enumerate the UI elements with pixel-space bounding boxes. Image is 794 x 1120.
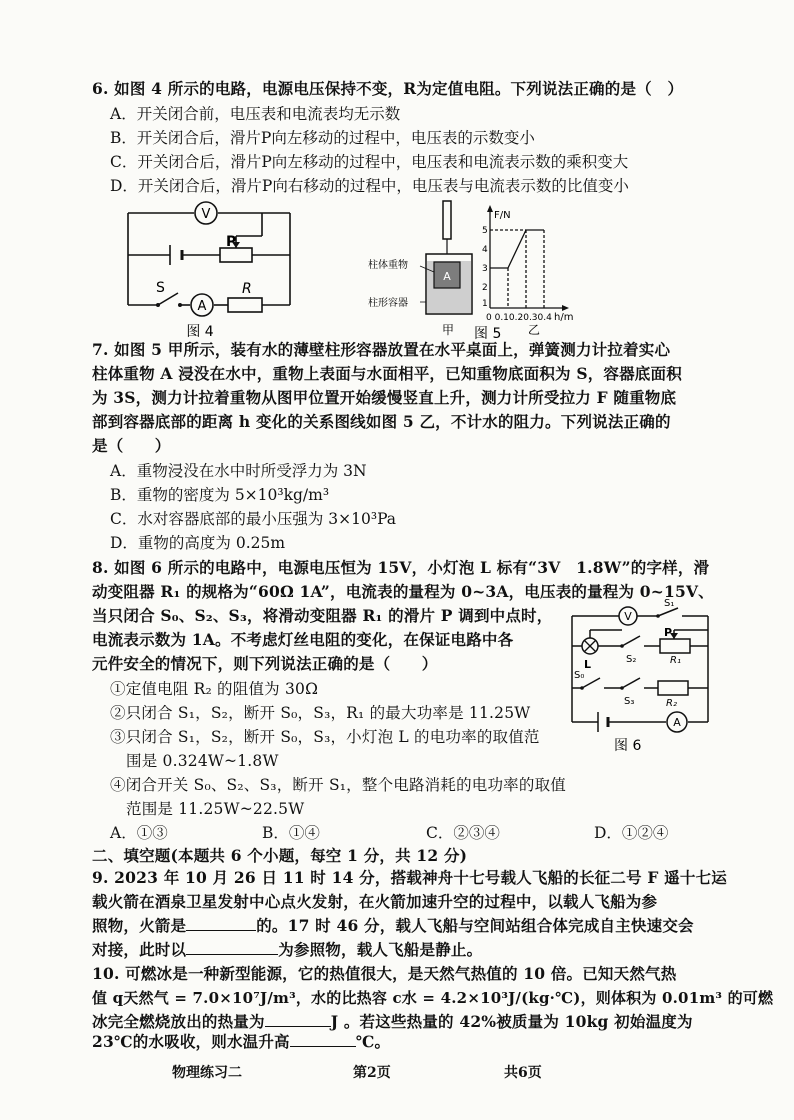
fig6-s1-label: S₁ xyxy=(664,598,675,609)
fig6-s0-label: S₀ xyxy=(574,670,585,681)
fig6-r1-label: R₁ xyxy=(670,655,681,666)
q9-line-3-post: 的。17 时 46 分，载人飞船与空间站组合体完成自主快速交会 xyxy=(256,916,694,935)
q7-option-c: C．水对容器底部的最小压强为 3×10³Pa xyxy=(110,510,397,528)
fig5-caption: 图 5 xyxy=(474,326,502,342)
q8-line-2: 动变阻器 R₁ 的规格为“60Ω 1A”，电流表的量程为 0~3A，电压表的量程为 0~15V、 xyxy=(92,582,714,601)
q8-option-c: C．②③④ xyxy=(426,824,500,842)
q7-option-d: D．重物的高度为 0.25m xyxy=(110,534,286,552)
q9-line-4-pre: 对接，此时以 xyxy=(92,940,187,959)
fig5-y-tick-5: 5 xyxy=(482,226,488,236)
q8-line-4: 电流表示数为 1A。不考虑灯丝电阻的变化，在保证电路中各 xyxy=(92,630,514,649)
q10-line-4-post: ℃。 xyxy=(355,1032,391,1051)
section-2-title: 二、填空题(本题共 6 个小题，每空 1 分，共 12 分) xyxy=(92,846,468,865)
q7-line-2: 柱体重物 A 浸没在水中，重物上表面与水面相平，已知重物底面积为 S，容器底面积 xyxy=(92,364,682,383)
fig5-weight-label: 柱体重物 xyxy=(368,260,408,271)
fig5-y-tick-3: 3 xyxy=(482,264,488,274)
footer-page-number: 第2页 xyxy=(353,1065,391,1081)
q8-option-a: A．①③ xyxy=(110,824,168,842)
fig4-switch-label: S xyxy=(156,280,165,296)
q6-option-d: D．开关闭合后，滑片P向右移动的过程中，电压表与电流表示数的比值变小 xyxy=(110,177,629,195)
q9-blank-1[interactable] xyxy=(186,916,256,931)
q9-line-3-pre: 照物，火箭是 xyxy=(92,916,187,935)
fig5-y-tick-2: 2 xyxy=(482,283,488,293)
q10-line-2: 值 q天然气 = 7.0×10⁷J/m³，水的比热容 c水 = 4.2×10³J/(kg·℃)，则体积为 0.01m³ 的可燃 xyxy=(92,989,774,1007)
fig6-caption: 图 6 xyxy=(614,738,642,754)
q9-blank-2[interactable] xyxy=(186,940,278,955)
fig6-voltmeter-label: V xyxy=(624,610,632,623)
q8-line-3: 当只闭合 S₀、S₂、S₃，将滑动变阻器 R₁ 的滑片 P 调到中点时， xyxy=(92,606,553,625)
q7-line-3: 为 3S，测力计拉着重物从图甲位置开始缓慢竖直上升，测力计所受拉力 F 随重物底 xyxy=(92,388,677,407)
q8-option-d: D．①②④ xyxy=(594,824,669,842)
q7-option-b: B．重物的密度为 5×10³kg/m³ xyxy=(110,486,330,504)
fig5-weight-letter: A xyxy=(443,270,451,283)
q9-line-2: 载火箭在酒泉卫星发射中心点火发射，在火箭加速升空的过程中，以载人飞船为参 xyxy=(92,892,658,911)
q6-stem: 6. 如图 4 所示的电路，电源电压保持不变，R为定值电阻。下列说法正确的是（ ） xyxy=(92,79,684,98)
fig6-s3-label: S₃ xyxy=(624,696,635,707)
q6-option-c: C．开关闭合后，滑片P向左移动的过程中，电压表和电流表示数的乘积变大 xyxy=(110,153,629,171)
fig6-slider-label: P xyxy=(664,626,673,639)
q6-option-a: A．开关闭合前，电压表和电流表均无示数 xyxy=(110,105,401,123)
fig5-yi-label: 乙 xyxy=(528,323,541,337)
fig5-y-tick-1: 1 xyxy=(482,299,488,309)
q8-item-4a: ④闭合开关 S₀、S₂、S₃，断开 S₁，整个电路消耗的电功率的取值 xyxy=(110,776,566,794)
q8-line-1: 8. 如图 6 所示的电路中，电源电压恒为 15V，小灯泡 L 标有“3V 1.8W”的字样，滑 xyxy=(92,558,710,577)
figure-4-circuit xyxy=(120,200,300,345)
fig4-slider-label: P xyxy=(226,234,237,250)
q8-item-3b: 围是 0.324W~1.8W xyxy=(126,752,279,770)
q8-item-3a: ③只闭合 S₁，S₂，断开 S₀，S₃，小灯泡 L 的电功率的取值范 xyxy=(110,728,540,746)
fig5-y-axis-label: F/N xyxy=(494,210,511,221)
q8-item-1: ①定值电阻 R₂ 的阻值为 30Ω xyxy=(110,680,319,698)
fig5-x-ticks: 0 0.10.20.30.4 xyxy=(486,313,552,323)
q7-line-4: 部到容器底部的距离 h 变化的关系图线如图 5 乙，不计水的阻力。下列说法正确的 xyxy=(92,412,671,431)
fig4-resistor-label: R xyxy=(242,281,252,297)
q10-line-3-post: J 。若这些热量的 42%被质量为 10kg 初始温度为 xyxy=(330,1012,693,1031)
q8-line-5: 元件安全的情况下，则下列说法正确的是（ ） xyxy=(92,654,438,673)
q10-blank-2[interactable] xyxy=(290,1032,356,1047)
q10-line-1: 10. 可燃冰是一种新型能源，它的热值很大，是天然气热值的 10 倍。已知天然气热 xyxy=(92,964,677,983)
q6-option-b: B．开关闭合后，滑片P向左移动的过程中，电压表的示数变小 xyxy=(110,129,535,147)
q9-line-4-post: 为参照物，载人飞船是静止。 xyxy=(278,940,483,959)
footer-left: 物理练习二 xyxy=(172,1065,242,1081)
fig4-ammeter-label: A xyxy=(197,299,207,314)
q8-option-b: B．①④ xyxy=(262,824,320,842)
q9-line-4 xyxy=(92,939,482,961)
fig6-lamp-label: L xyxy=(584,658,592,671)
footer-total-pages: 共6页 xyxy=(504,1065,542,1081)
q7-option-a: A．重物浸没在水中时所受浮力为 3N xyxy=(110,462,367,480)
fig6-s2-label: S₂ xyxy=(626,654,637,665)
q7-line-1: 7. 如图 5 甲所示，装有水的薄壁柱形容器放置在水平桌面上，弹簧测力计拉着实心 xyxy=(92,340,671,359)
q10-line-3 xyxy=(92,1011,693,1033)
fig5-container-label: 柱形容器 xyxy=(368,298,408,309)
fig6-r2-label: R₂ xyxy=(666,698,677,709)
fig5-x-axis-label: h/m xyxy=(554,312,574,323)
q10-line-4 xyxy=(92,1031,390,1053)
q10-line-4-pre: 23℃的水吸收，则水温升高 xyxy=(92,1032,290,1051)
fig4-caption: 图 4 xyxy=(186,324,214,340)
fig5-jia-label: 甲 xyxy=(442,323,455,337)
q8-item-4b: 范围是 11.25W~22.5W xyxy=(126,800,305,818)
fig6-ammeter-label: A xyxy=(673,716,681,729)
q10-blank-1[interactable] xyxy=(265,1012,331,1027)
q10-line-3-pre: 冰完全燃烧放出的热量为 xyxy=(92,1012,265,1031)
q7-line-5: 是（ ） xyxy=(92,436,171,455)
q9-line-3 xyxy=(92,915,694,937)
q9-line-1: 9. 2023 年 10 月 26 日 11 时 14 分，搭载神舟十七号载人飞船的长征二号 F 遥十七运 xyxy=(92,868,727,887)
q8-item-2: ②只闭合 S₁，S₂，断开 S₀，S₃，R₁ 的最大功率是 11.25W xyxy=(110,704,531,722)
figure-5 xyxy=(368,196,578,344)
figure-6-circuit xyxy=(560,596,720,754)
fig4-voltmeter-label: V xyxy=(201,207,211,222)
fig5-y-tick-4: 4 xyxy=(482,245,488,255)
